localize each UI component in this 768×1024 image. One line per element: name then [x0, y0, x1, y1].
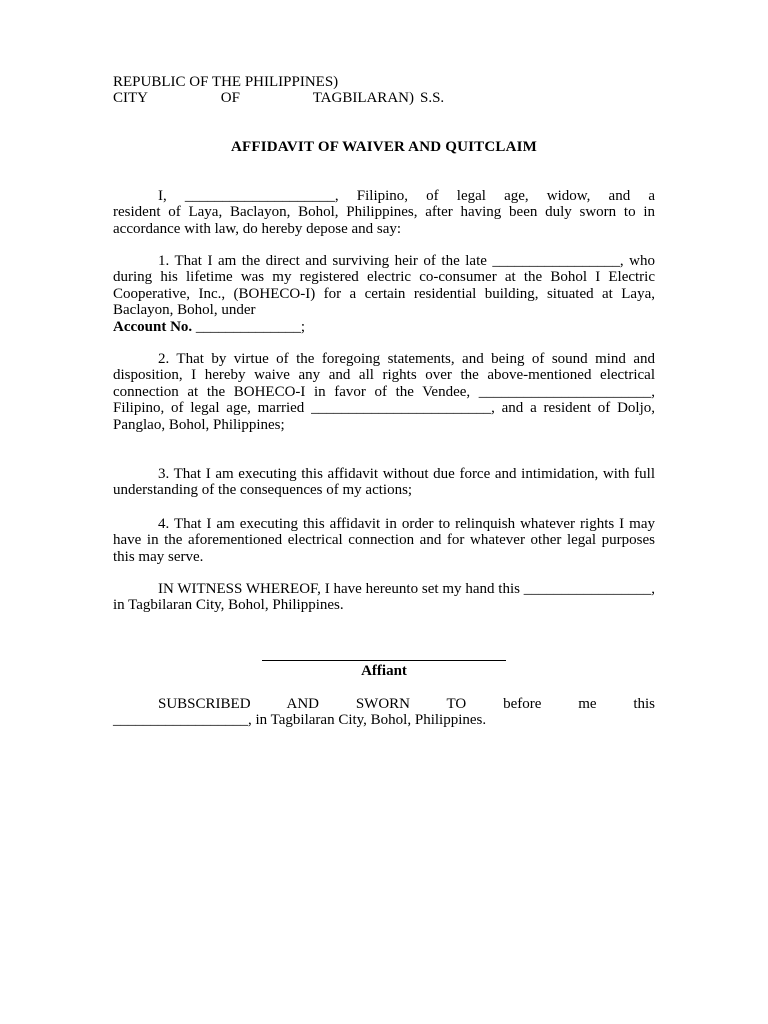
jurat-line-1: SUBSCRIBED AND SWORN TO before me this — [158, 696, 655, 712]
account-blank: ______________; — [192, 318, 306, 335]
caption-ss: S.S. — [420, 90, 445, 107]
paragraph-3 — [113, 466, 655, 499]
witness-paragraph — [113, 581, 655, 614]
caption-city-word: CITY — [113, 90, 148, 107]
witness-text: IN WITNESS WHEREOF, I have hereunto set my hand this _________________, in Tagbilaran City, Bohol, Philippines. — [113, 581, 655, 614]
caption-city — [113, 90, 414, 106]
jurat-paragraph — [113, 696, 655, 729]
affiant-label: Affiant — [361, 663, 407, 679]
paragraph-3-text: 3. That I am executing this affidavit without due force and intimidation, with full understanding of the consequences of my actions; — [113, 466, 655, 499]
jurat-line-2: __________________, in Tagbilaran City, Bohol, Philippines. — [113, 712, 487, 729]
paragraph-1-text: 1. That I am the direct and surviving heir of the late _________________, who during his lifetime was my registered electric co-consumer at the Bohol I Electric Cooperative, Inc., (BOHECO-I) for a certain residential building, situated at Laya, Baclayon, Bohol, under — [113, 253, 655, 319]
caption-republic: REPUBLIC OF THE PHILIPPINES) — [113, 74, 339, 90]
paragraph-1 — [113, 253, 655, 335]
intro-paragraph — [113, 188, 655, 237]
caption-city-line — [113, 90, 655, 106]
paragraph-4-text: 4. That I am executing this affidavit in order to relinquish whatever rights I may have in the aforementioned electrical connection and for whatever other legal purposes this may serve. — [113, 516, 655, 565]
caption — [113, 74, 655, 107]
paragraph-2-text: 2. That by virtue of the foregoing statements, and being of sound mind and disposition, I hereby waive any and all rights over the above-mentioned electrical connection at the BOHECO-I in favor of the Vendee, _______________________, Filipino, of legal age, married ________________________, and a resident of Doljo, Panglao, Bohol, Philippines; — [113, 351, 655, 433]
account-line — [113, 319, 655, 335]
signature-line — [262, 660, 506, 661]
paragraph-4 — [113, 516, 655, 565]
paragraph-2 — [113, 351, 655, 433]
caption-of-word: OF — [220, 90, 240, 107]
account-label: Account No. — [113, 318, 193, 335]
caption-tagbilaran-word: TAGBILARAN) — [312, 90, 414, 107]
document-title: AFFIDAVIT OF WAIVER AND QUITCLAIM — [230, 139, 538, 155]
intro-rest: resident of Laya, Baclayon, Bohol, Philippines, after having been duly sworn to in accordance with law, do hereby depose and say: — [113, 204, 655, 237]
intro-first-line: I, ____________________, Filipino, of legal age, widow, and a — [158, 188, 655, 204]
